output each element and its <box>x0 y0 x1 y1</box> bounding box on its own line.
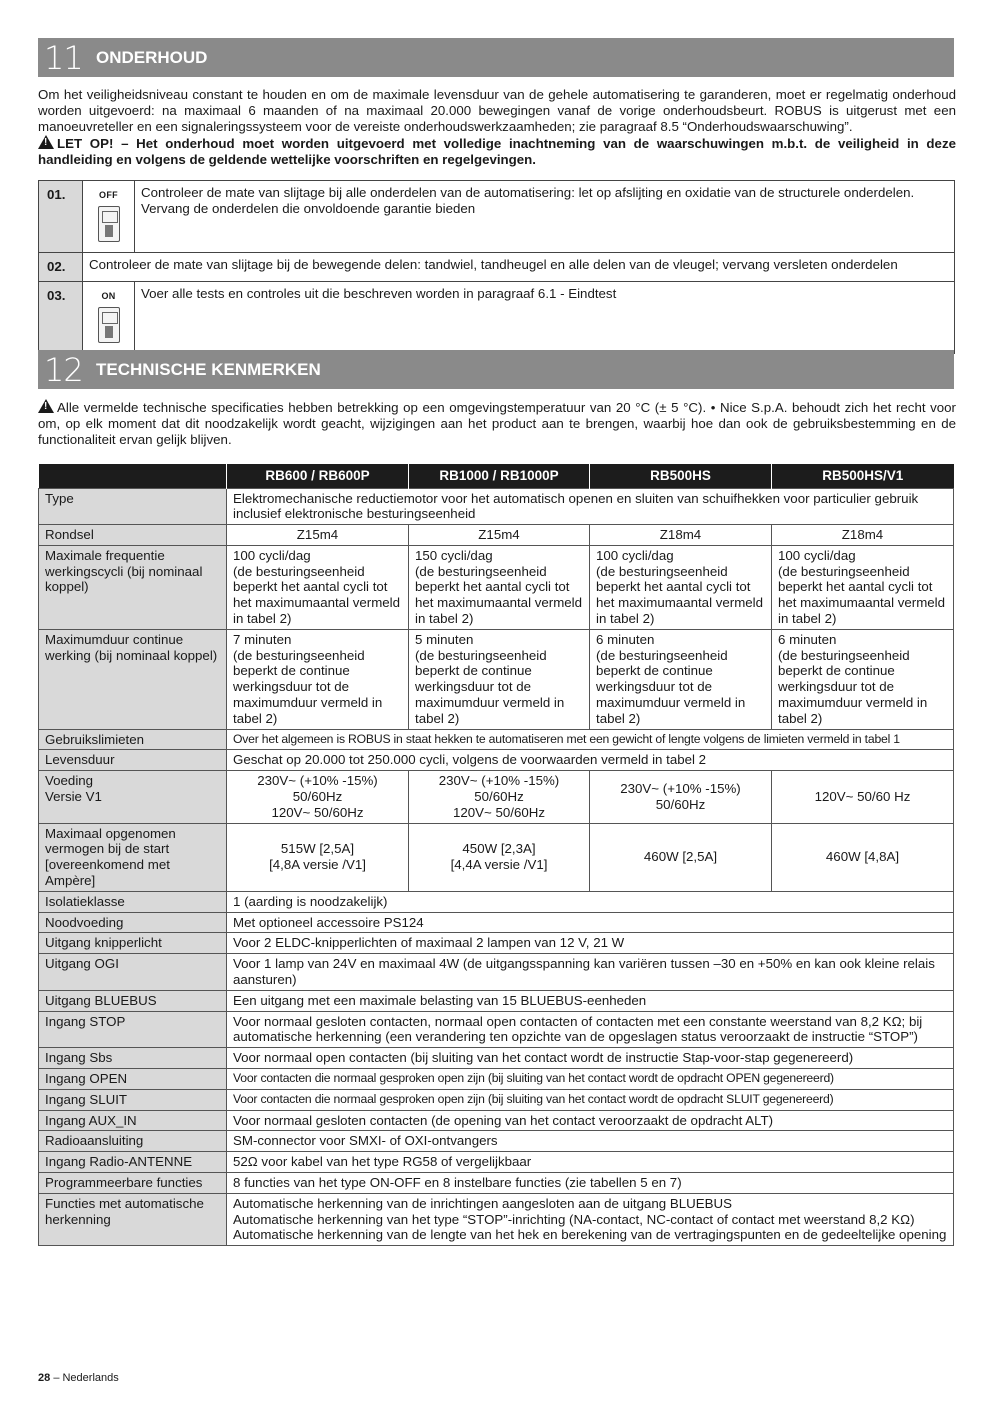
table-row <box>39 1048 954 1069</box>
row-label: Ingang Radio-ANTENNE <box>39 1152 227 1173</box>
row-label: Ingang Sbs <box>39 1048 227 1069</box>
warning-text: LET OP! – Het onderhoud moet worden uitgevoerd met volledige inachtneming van de waarschuwingen m.b.t. de veiligheid in deze handleiding en volgens de geldende wettelijke voorschriften en regelgevingen. <box>38 136 956 167</box>
step-text: Voer alle tests en controles uit die beschreven worden in paragraaf 6.1 - Eindtest <box>135 282 955 354</box>
cell: 230V~ (+10% -15%) 50/60Hz 120V~ 50/60Hz <box>227 771 409 823</box>
row-label: Radioaansluiting <box>39 1131 227 1152</box>
cell: 1 (aarding is noodzakelijk) <box>227 891 954 912</box>
cell: 230V~ (+10% -15%) 50/60Hz 120V~ 50/60Hz <box>409 771 590 823</box>
row-label: Maximaal opgenomen vermogen bij de start [overeenkomend met Ampère] <box>39 823 227 891</box>
row-label: Rondsel <box>39 525 227 546</box>
row-label: Ingang SLUIT <box>39 1089 227 1110</box>
switch-label: OFF <box>99 190 118 200</box>
cell: Voor 1 lamp van 24V en maximaal 4W (de uitgangsspanning kan variëren tussen –30 en +50% en kan ook kleine relais aansturen) <box>227 954 954 991</box>
row-label: Gebruikslimieten <box>39 729 227 750</box>
step-number: 03. <box>39 282 83 354</box>
table-row <box>39 282 955 354</box>
table-row <box>39 933 954 954</box>
step-number: 02. <box>39 253 83 282</box>
table-row <box>39 1110 954 1131</box>
row-label: Programmeerbare functies <box>39 1172 227 1193</box>
cell: Voor contacten die normaal gesproken open zijn (bij sluiting van het contact wordt de opdracht OPEN gegenereerd) <box>227 1069 954 1090</box>
warning-icon <box>38 135 54 149</box>
table-row <box>39 823 954 891</box>
row-label: Maximumduur continue werking (bij nominaal koppel) <box>39 629 227 729</box>
row-label: Maximale frequentie werkingscycli (bij nominaal koppel) <box>39 545 227 629</box>
cell: 515W [2,5A] [4,8A versie /V1] <box>227 823 409 891</box>
specs-intro <box>38 399 956 448</box>
switch-label: ON <box>101 291 116 301</box>
table-row <box>39 1089 954 1110</box>
section-number: 11 <box>44 38 83 77</box>
column-header: RB500HS/V1 <box>772 464 954 488</box>
table-row <box>39 525 954 546</box>
row-label: Ingang STOP <box>39 1011 227 1048</box>
cell: 150 cycli/dag (de besturingseenheid beperkt het aantal cycli tot het maximumaantal vermeld in tabel 2) <box>409 545 590 629</box>
table-row <box>39 750 954 771</box>
cell: Voor normaal open contacten (bij sluiting van het contact wordt de instructie Stap-voor-stap gegenereerd) <box>227 1048 954 1069</box>
table-row <box>39 1011 954 1048</box>
row-label: Levensduur <box>39 750 227 771</box>
row-label: Uitgang BLUEBUS <box>39 990 227 1011</box>
row-label: Voeding Versie V1 <box>39 771 227 823</box>
table-row <box>39 729 954 750</box>
cell: Voor 2 ELDC-knipperlichten of maximaal 2 lampen van 12 V, 21 W <box>227 933 954 954</box>
row-label: Type <box>39 488 227 525</box>
cell: Automatische herkenning van de inrichtingen aangesloten aan de uitgang BLUEBUS Automatische herkenning van het type “STOP”-inrichting (NA-contact, NC-contact of contact met weerstand 8,2 KΩ) Automatische herkenning van de lengte van het hek en berekening van de vertragingspunten en de gedeeltelijke opening <box>227 1193 954 1245</box>
cell: 120V~ 50/60 Hz <box>772 771 954 823</box>
table-row <box>39 1131 954 1152</box>
table-row <box>39 1193 954 1245</box>
section-12-header <box>38 350 954 389</box>
row-label: Functies met automatische herkenning <box>39 1193 227 1245</box>
cell: 100 cycli/dag (de besturingseenheid beperkt het aantal cycli tot het maximumaantal vermeld in tabel 2) <box>772 545 954 629</box>
step-text: Controleer de mate van slijtage bij de bewegende delen: tandwiel, tandheugel en alle delen van de vleugel; vervang versleten onderdelen <box>83 253 955 282</box>
row-label: Ingang OPEN <box>39 1069 227 1090</box>
intro-text: Alle vermelde technische specificaties hebben betrekking op een omgevingstemperatuur van 20 °C (± 5 °C). • Nice S.p.A. behoudt zich het recht voor om, op elk moment dat dit noodzakelijk wordt geacht, wijzigingen aan het product aan te brengen, waarbij hoe dan ook de gebruiksbestemming en de functionaliteit ervan gelijk blijven. <box>38 400 956 447</box>
row-label: Uitgang knipperlicht <box>39 933 227 954</box>
cell: 450W [2,3A] [4,4A versie /V1] <box>409 823 590 891</box>
cell: 52Ω voor kabel van het type RG58 of vergelijkbaar <box>227 1152 954 1173</box>
table-row <box>39 181 955 253</box>
cell: SM-connector voor SMXI- of OXI-ontvangers <box>227 1131 954 1152</box>
table-row <box>39 1069 954 1090</box>
cell: Een uitgang met een maximale belasting van 15 BLUEBUS-eenheden <box>227 990 954 1011</box>
section-number: 12 <box>44 350 83 389</box>
cell: Z15m4 <box>227 525 409 546</box>
table-row <box>39 954 954 991</box>
cell: Z18m4 <box>772 525 954 546</box>
cell: Z15m4 <box>409 525 590 546</box>
cell: 100 cycli/dag (de besturingseenheid beperkt het aantal cycli tot het maximumaantal vermeld in tabel 2) <box>227 545 409 629</box>
cell: Elektromechanische reductiemotor voor het automatisch openen en sluiten van schuifhekken voor particulier gebruik inclusief elektronische besturingseenheid <box>227 488 954 525</box>
cell: Voor normaal gesloten contacten, normaal open contacten of contacten met een constante weerstand van 8,2 KΩ; bij automatische herkenning (een verandering ten opzichte van de opgeslagen status veroorzaakt de instructie “STOP”) <box>227 1011 954 1048</box>
specs-table <box>38 464 954 1246</box>
cell: Geschat op 20.000 tot 250.000 cycli, volgens de voorwaarden vermeld in tabel 2 <box>227 750 954 771</box>
table-row <box>39 891 954 912</box>
section-11-header <box>38 38 954 77</box>
cell: Z18m4 <box>590 525 772 546</box>
step-number: 01. <box>39 181 83 253</box>
column-header <box>39 464 227 488</box>
cell: 8 functies van het type ON-OFF en 8 instelbare functies (zie tabellen 5 en 7) <box>227 1172 954 1193</box>
maintenance-intro <box>38 87 956 168</box>
table-row <box>39 629 954 729</box>
cell: Voor contacten die normaal gesproken open zijn (bij sluiting van het contact wordt de opdracht SLUIT gegenereerd) <box>227 1089 954 1110</box>
cell: Voor normaal gesloten contacten (de opening van het contact veroorzaakt de opdracht ALT) <box>227 1110 954 1131</box>
cell: Met optioneel accessoire PS124 <box>227 912 954 933</box>
breaker-off-icon <box>83 181 135 253</box>
cell: 460W [2,5A] <box>590 823 772 891</box>
table-row <box>39 545 954 629</box>
page-number: 28 <box>38 1372 51 1384</box>
table-row <box>39 771 954 823</box>
row-label: Ingang AUX_IN <box>39 1110 227 1131</box>
maintenance-table <box>38 180 955 354</box>
language-label: – Nederlands <box>53 1372 119 1384</box>
table-row <box>39 912 954 933</box>
table-row <box>39 990 954 1011</box>
warning-icon <box>38 399 54 413</box>
cell: 100 cycli/dag (de besturingseenheid beperkt het aantal cycli tot het maximumaantal vermeld in tabel 2) <box>590 545 772 629</box>
table-row <box>39 1172 954 1193</box>
column-header: RB600 / RB600P <box>227 464 409 488</box>
row-label: Uitgang OGI <box>39 954 227 991</box>
breaker-icon <box>98 307 120 343</box>
step-text: Controleer de mate van slijtage bij alle onderdelen van de automatisering: let op afslijting en oxidatie van de structurele onderdelen. Vervang de onderdelen die onvoldoende garantie bieden <box>135 181 955 253</box>
cell: 230V~ (+10% -15%) 50/60Hz <box>590 771 772 823</box>
section-title: ONDERHOUD <box>96 47 208 67</box>
cell: 6 minuten (de besturingseenheid beperkt de continue werkingsduur tot de maximumduur vermeld in tabel 2) <box>772 629 954 729</box>
column-header: RB1000 / RB1000P <box>409 464 590 488</box>
breaker-on-icon <box>83 282 135 354</box>
page-footer <box>38 1372 119 1384</box>
row-label: Isolatieklasse <box>39 891 227 912</box>
table-header-row <box>39 464 954 488</box>
row-label: Noodvoeding <box>39 912 227 933</box>
cell: 460W [4,8A] <box>772 823 954 891</box>
section-title: TECHNISCHE KENMERKEN <box>96 359 321 379</box>
breaker-icon <box>98 206 120 242</box>
intro-text: Om het veiligheidsniveau constant te houden en om de maximale levensduur van de gehele automatisering te garanderen, moet er regelmatig onderhoud worden uitgevoerd: na maximaal 6 maanden of na maximaal 20.000 bewegingen vanaf de vorige onderhoudsbeurt. ROBUS is uitgerust met een manoeuvreteller en een signaleringssysteem voor de vereiste onderhoudswerkzaamheden; zie paragraaf 8.5 “Onderhoudswaarschuwing”. <box>38 87 956 134</box>
table-row <box>39 1152 954 1173</box>
cell: 5 minuten (de besturingseenheid beperkt de continue werkingsduur tot de maximumduur vermeld in tabel 2) <box>409 629 590 729</box>
cell: 7 minuten (de besturingseenheid beperkt de continue werkingsduur tot de maximumduur vermeld in tabel 2) <box>227 629 409 729</box>
table-row <box>39 488 954 525</box>
cell: Over het algemeen is ROBUS in staat hekken te automatiseren met een gewicht of lengte volgens de limieten vermeld in tabel 1 <box>227 729 954 750</box>
cell: 6 minuten (de besturingseenheid beperkt de continue werkingsduur tot de maximumduur vermeld in tabel 2) <box>590 629 772 729</box>
table-row <box>39 253 955 282</box>
column-header: RB500HS <box>590 464 772 488</box>
